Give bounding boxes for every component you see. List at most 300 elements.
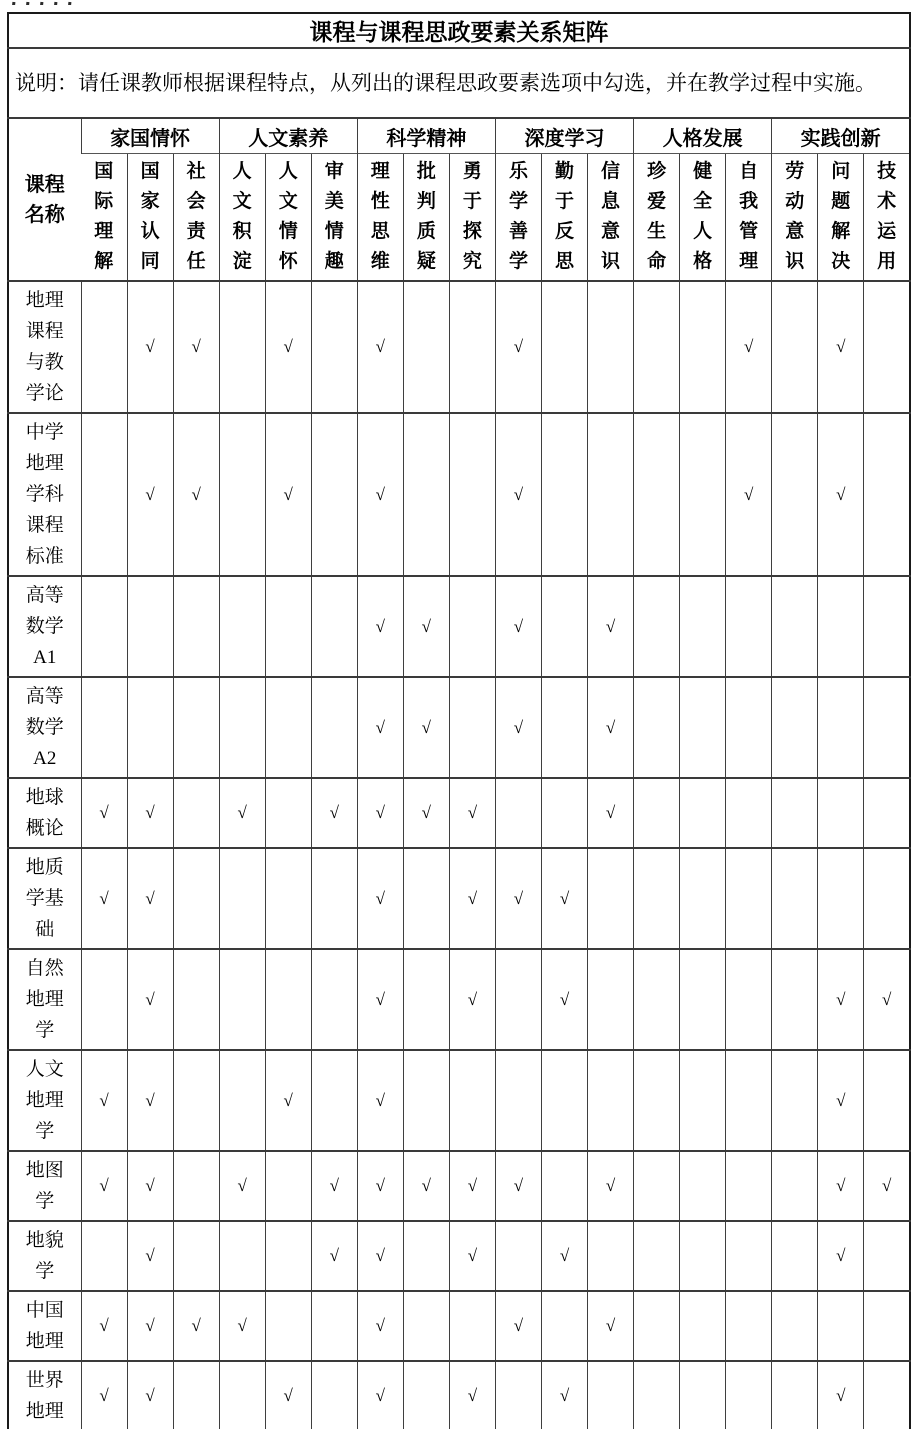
check-cell	[634, 1361, 680, 1429]
check-cell	[311, 1050, 357, 1151]
check-cell	[680, 1221, 726, 1291]
check-cell	[495, 1151, 541, 1221]
check-cell	[127, 1050, 173, 1151]
check-mark: √	[99, 1176, 109, 1195]
check-cell	[311, 1361, 357, 1429]
check-mark: √	[836, 1386, 846, 1405]
column-header-cell: 自 我 管 理	[726, 154, 772, 282]
check-mark: √	[145, 888, 155, 908]
check-cell	[634, 281, 680, 413]
table-row	[8, 281, 910, 413]
check-mark: √	[513, 717, 524, 737]
column-header-cell: 社 会 责 任	[173, 154, 219, 282]
check-cell	[127, 576, 173, 677]
check-cell	[403, 677, 449, 778]
check-cell	[219, 848, 265, 949]
group-header-cell: 实践创新	[772, 118, 910, 154]
check-cell	[311, 1291, 357, 1361]
check-cell	[449, 848, 495, 949]
check-cell	[772, 413, 818, 576]
check-mark: √	[605, 616, 616, 636]
check-mark: √	[836, 1176, 846, 1195]
table-row	[8, 1050, 910, 1151]
check-cell	[449, 1361, 495, 1429]
check-mark: √	[513, 337, 524, 356]
check-mark: √	[744, 337, 754, 356]
check-cell	[265, 281, 311, 413]
check-cell	[173, 1221, 219, 1291]
check-cell	[495, 1361, 541, 1429]
check-cell	[772, 281, 818, 413]
check-mark: √	[145, 1246, 155, 1265]
check-cell	[81, 576, 127, 677]
check-cell	[726, 413, 772, 576]
group-header-cell: 深度学习	[495, 118, 633, 154]
check-cell	[265, 1291, 311, 1361]
check-mark: √	[99, 803, 109, 822]
course-name-cell: 中学 地理 学科 课程 标准	[8, 413, 81, 576]
check-cell	[726, 949, 772, 1050]
check-cell	[588, 848, 634, 949]
check-cell	[772, 1050, 818, 1151]
group-header-cell: 人文素养	[219, 118, 357, 154]
column-header-cell: 健 全 人 格	[680, 154, 726, 282]
check-mark: √	[283, 1090, 293, 1110]
check-cell	[219, 1291, 265, 1361]
check-cell	[772, 576, 818, 677]
check-cell	[772, 1151, 818, 1221]
check-cell	[726, 576, 772, 677]
check-mark: √	[375, 1176, 385, 1195]
check-cell	[634, 848, 680, 949]
check-cell	[818, 677, 864, 778]
check-cell	[311, 848, 357, 949]
check-mark: √	[421, 1176, 432, 1195]
check-cell	[311, 1221, 357, 1291]
check-cell	[449, 1291, 495, 1361]
check-cell	[634, 949, 680, 1050]
check-mark: √	[375, 616, 385, 636]
course-name-cell: 地球 概论	[8, 778, 81, 848]
check-cell	[173, 1361, 219, 1429]
check-cell	[449, 1050, 495, 1151]
check-cell	[127, 848, 173, 949]
check-cell	[726, 1361, 772, 1429]
check-cell	[81, 1221, 127, 1291]
check-cell	[634, 1151, 680, 1221]
check-cell	[864, 1151, 910, 1221]
check-mark: √	[513, 616, 524, 636]
check-cell	[495, 677, 541, 778]
check-cell	[81, 1291, 127, 1361]
group-header-cell: 科学精神	[357, 118, 495, 154]
row-header-label: 课程 名称	[8, 118, 81, 281]
check-cell	[81, 848, 127, 949]
check-cell	[772, 949, 818, 1050]
check-cell	[81, 949, 127, 1050]
check-cell	[357, 677, 403, 778]
check-cell	[403, 778, 449, 848]
column-header-cell: 劳 动 意 识	[772, 154, 818, 282]
check-cell	[726, 1221, 772, 1291]
check-cell	[127, 1291, 173, 1361]
check-cell	[403, 1151, 449, 1221]
check-cell	[219, 281, 265, 413]
check-mark: √	[99, 1316, 109, 1335]
column-header-cell: 人 文 积 淀	[219, 154, 265, 282]
check-mark: √	[559, 989, 570, 1009]
check-cell	[265, 1050, 311, 1151]
column-header-cell: 批 判 质 疑	[403, 154, 449, 282]
check-mark: √	[237, 1176, 247, 1195]
table-row	[8, 1291, 910, 1361]
check-cell	[81, 413, 127, 576]
column-header-cell: 国 际 理 解	[81, 154, 127, 282]
check-cell	[219, 677, 265, 778]
check-cell	[588, 576, 634, 677]
check-cell	[726, 1151, 772, 1221]
check-mark: √	[836, 989, 846, 1009]
check-cell	[772, 848, 818, 949]
check-cell	[449, 281, 495, 413]
check-cell	[219, 1221, 265, 1291]
check-cell	[81, 1361, 127, 1429]
check-cell	[818, 413, 864, 576]
check-cell	[541, 281, 587, 413]
check-mark: √	[421, 717, 432, 737]
check-cell	[634, 1291, 680, 1361]
check-mark: √	[605, 717, 616, 737]
check-mark: √	[467, 989, 478, 1009]
check-cell	[311, 778, 357, 848]
column-header-cell: 理 性 思 维	[357, 154, 403, 282]
check-mark: √	[513, 484, 524, 504]
check-cell	[634, 1221, 680, 1291]
check-mark: √	[375, 337, 385, 356]
check-mark: √	[145, 1090, 155, 1110]
check-mark: √	[836, 484, 846, 504]
course-name-cell: 中国 地理	[8, 1291, 81, 1361]
course-matrix-table	[7, 12, 911, 1429]
check-cell	[680, 1291, 726, 1361]
check-cell	[818, 281, 864, 413]
check-cell	[680, 778, 726, 848]
table-row	[8, 413, 910, 576]
check-mark: √	[283, 1386, 293, 1405]
column-header-cell: 技 术 运 用	[864, 154, 910, 282]
check-mark: √	[467, 1246, 478, 1265]
column-header-cell: 勤 于 反 思	[541, 154, 587, 282]
table-row	[8, 677, 910, 778]
check-cell	[541, 576, 587, 677]
check-cell	[818, 1151, 864, 1221]
check-cell	[495, 281, 541, 413]
check-cell	[357, 281, 403, 413]
check-cell	[219, 1361, 265, 1429]
check-cell	[864, 778, 910, 848]
check-mark: √	[513, 1316, 524, 1335]
check-cell	[265, 677, 311, 778]
check-cell	[495, 576, 541, 677]
check-cell	[265, 1151, 311, 1221]
check-cell	[864, 576, 910, 677]
course-name-cell: 地图 学	[8, 1151, 81, 1221]
column-header-cell: 审 美 情 趣	[311, 154, 357, 282]
check-cell	[219, 1050, 265, 1151]
check-mark: √	[99, 1090, 109, 1110]
check-mark: √	[605, 803, 616, 822]
table-row	[8, 949, 910, 1050]
check-cell	[449, 949, 495, 1050]
check-cell	[864, 1050, 910, 1151]
table-row	[8, 1151, 910, 1221]
check-cell	[81, 1050, 127, 1151]
check-cell	[864, 677, 910, 778]
check-cell	[864, 281, 910, 413]
check-cell	[818, 1221, 864, 1291]
column-header-cell: 珍 爱 生 命	[634, 154, 680, 282]
check-cell	[173, 848, 219, 949]
header-group-row	[8, 118, 910, 154]
check-cell	[495, 1050, 541, 1151]
check-cell	[81, 778, 127, 848]
check-cell	[772, 1361, 818, 1429]
check-cell	[726, 848, 772, 949]
check-mark: √	[467, 1386, 478, 1405]
check-cell	[772, 1291, 818, 1361]
check-mark: √	[375, 888, 385, 908]
check-cell	[449, 677, 495, 778]
check-mark: √	[744, 484, 754, 504]
check-cell	[772, 677, 818, 778]
check-cell	[403, 1050, 449, 1151]
check-cell	[541, 848, 587, 949]
check-mark: √	[881, 989, 892, 1009]
check-cell	[127, 778, 173, 848]
check-cell	[357, 1221, 403, 1291]
check-mark: √	[375, 989, 385, 1009]
check-cell	[588, 281, 634, 413]
check-cell	[219, 413, 265, 576]
check-mark: √	[375, 717, 385, 737]
check-cell	[81, 281, 127, 413]
check-cell	[311, 677, 357, 778]
check-mark: √	[421, 803, 432, 822]
check-cell	[541, 677, 587, 778]
check-mark: √	[329, 803, 339, 822]
check-cell	[127, 1221, 173, 1291]
check-cell	[357, 848, 403, 949]
check-cell	[265, 413, 311, 576]
check-cell	[864, 848, 910, 949]
check-cell	[495, 1291, 541, 1361]
course-name-cell: 地质 学基 础	[8, 848, 81, 949]
check-cell	[127, 677, 173, 778]
check-cell	[127, 1151, 173, 1221]
check-mark: √	[237, 1316, 247, 1335]
check-cell	[403, 413, 449, 576]
check-cell	[265, 576, 311, 677]
table-row	[8, 848, 910, 949]
check-cell	[588, 1221, 634, 1291]
check-cell	[357, 576, 403, 677]
check-cell	[311, 949, 357, 1050]
check-cell	[495, 778, 541, 848]
check-mark: √	[145, 337, 155, 356]
check-mark: √	[375, 1386, 385, 1405]
table-row	[8, 1221, 910, 1291]
table-row	[8, 48, 910, 118]
check-mark: √	[145, 1316, 155, 1335]
check-cell	[495, 1221, 541, 1291]
check-cell	[265, 1361, 311, 1429]
check-mark: √	[559, 1246, 570, 1265]
check-mark: √	[836, 337, 846, 356]
check-cell	[680, 576, 726, 677]
check-cell	[680, 413, 726, 576]
check-cell	[495, 949, 541, 1050]
table-row	[8, 1361, 910, 1429]
check-cell	[680, 1151, 726, 1221]
check-cell	[864, 1291, 910, 1361]
check-mark: √	[145, 989, 155, 1009]
check-cell	[588, 413, 634, 576]
check-cell	[311, 281, 357, 413]
check-cell	[726, 281, 772, 413]
check-cell	[818, 848, 864, 949]
check-cell	[588, 677, 634, 778]
check-mark: √	[836, 1090, 846, 1110]
check-cell	[127, 281, 173, 413]
check-mark: √	[513, 1176, 524, 1195]
check-cell	[541, 1361, 587, 1429]
check-mark: √	[145, 1176, 155, 1195]
check-mark: √	[145, 484, 155, 504]
check-mark: √	[421, 616, 432, 636]
check-mark: √	[467, 888, 478, 908]
check-cell	[81, 677, 127, 778]
group-header-cell: 家国情怀	[81, 118, 219, 154]
check-cell	[634, 576, 680, 677]
check-cell	[864, 949, 910, 1050]
check-cell	[265, 1221, 311, 1291]
page-title: 课程与课程思政要素关系矩阵	[309, 19, 609, 45]
check-cell	[864, 1361, 910, 1429]
check-cell	[265, 949, 311, 1050]
check-cell	[127, 949, 173, 1050]
check-cell	[680, 1050, 726, 1151]
check-cell	[265, 848, 311, 949]
check-cell	[357, 949, 403, 1050]
check-mark: √	[283, 484, 293, 504]
check-cell	[173, 949, 219, 1050]
check-cell	[403, 281, 449, 413]
check-cell	[495, 413, 541, 576]
check-cell	[219, 576, 265, 677]
check-mark: √	[145, 803, 155, 822]
check-cell	[541, 1291, 587, 1361]
course-name-cell: 高等 数学 A1	[8, 576, 81, 677]
check-cell	[357, 413, 403, 576]
clipped-text-fragment	[12, 0, 82, 5]
check-cell	[680, 677, 726, 778]
check-cell	[818, 949, 864, 1050]
check-cell	[173, 576, 219, 677]
course-name-cell: 地貌 学	[8, 1221, 81, 1291]
check-mark: √	[881, 1176, 892, 1195]
check-cell	[818, 778, 864, 848]
check-mark: √	[283, 337, 293, 356]
check-cell	[173, 1151, 219, 1221]
check-cell	[357, 1291, 403, 1361]
course-name-cell: 人文 地理 学	[8, 1050, 81, 1151]
check-cell	[219, 949, 265, 1050]
check-cell	[680, 281, 726, 413]
check-cell	[357, 1361, 403, 1429]
check-cell	[588, 1050, 634, 1151]
check-cell	[541, 949, 587, 1050]
check-cell	[588, 1151, 634, 1221]
check-mark: √	[99, 1386, 109, 1405]
check-cell	[449, 413, 495, 576]
check-mark: √	[836, 1246, 846, 1265]
check-cell	[588, 1291, 634, 1361]
check-cell	[818, 1291, 864, 1361]
check-mark: √	[375, 484, 385, 504]
table-row	[8, 778, 910, 848]
check-mark: √	[375, 1246, 385, 1265]
check-mark: √	[605, 1316, 616, 1335]
check-cell	[634, 778, 680, 848]
column-header-cell: 国 家 认 同	[127, 154, 173, 282]
course-name-cell: 自然 地理 学	[8, 949, 81, 1050]
check-mark: √	[375, 803, 385, 822]
check-mark: √	[559, 1386, 570, 1405]
check-mark: √	[145, 1386, 155, 1405]
check-cell	[403, 576, 449, 677]
check-cell	[173, 413, 219, 576]
check-cell	[864, 413, 910, 576]
check-cell	[403, 1291, 449, 1361]
check-cell	[357, 1050, 403, 1151]
column-header-cell: 信 息 意 识	[588, 154, 634, 282]
check-cell	[588, 949, 634, 1050]
check-cell	[541, 1050, 587, 1151]
table-row	[8, 576, 910, 677]
check-cell	[173, 1050, 219, 1151]
column-header-cell: 勇 于 探 究	[449, 154, 495, 282]
check-cell	[588, 1361, 634, 1429]
check-cell	[541, 413, 587, 576]
check-cell	[403, 848, 449, 949]
check-cell	[357, 778, 403, 848]
table-row	[8, 13, 910, 48]
check-cell	[726, 778, 772, 848]
check-cell	[726, 1291, 772, 1361]
check-cell	[403, 1221, 449, 1291]
check-cell	[403, 1361, 449, 1429]
check-cell	[680, 848, 726, 949]
check-cell	[541, 1151, 587, 1221]
check-cell	[634, 1050, 680, 1151]
check-mark: √	[467, 1176, 478, 1195]
check-cell	[127, 413, 173, 576]
check-mark: √	[375, 1316, 385, 1335]
check-cell	[864, 1221, 910, 1291]
course-name-cell: 高等 数学 A2	[8, 677, 81, 778]
check-cell	[173, 281, 219, 413]
check-cell	[311, 413, 357, 576]
